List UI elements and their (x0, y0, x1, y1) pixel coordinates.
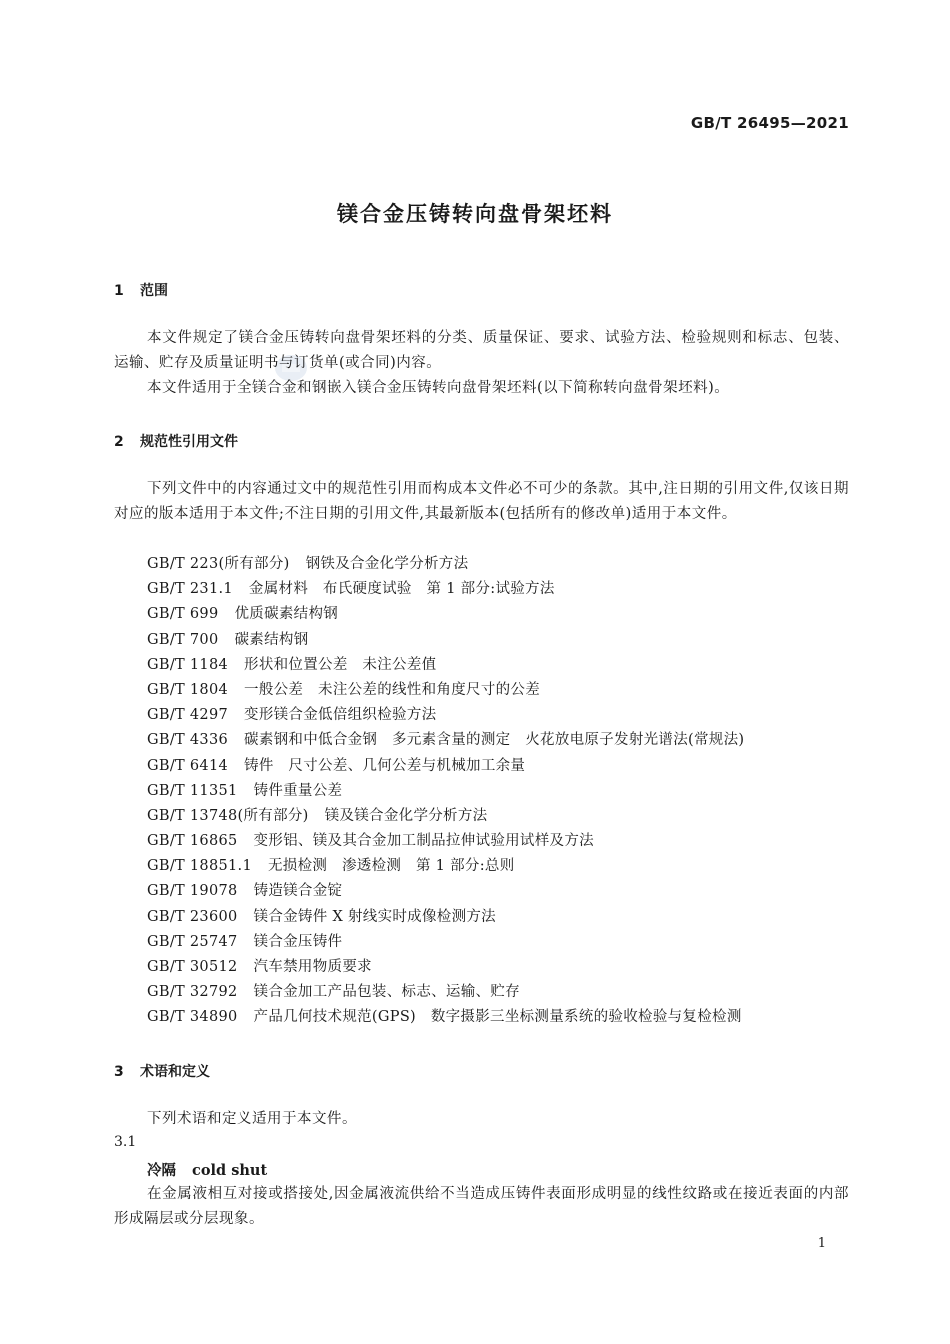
reference-title: 镁合金压铸件 (253, 933, 343, 950)
term-heading (147, 1159, 267, 1180)
reference-code: GB/T 223(所有部分) (147, 556, 290, 572)
reference-title: 镁合金加工产品包装、标志、运输、贮存 (253, 984, 520, 1001)
reference-code: GB/T 700 (147, 631, 219, 648)
reference-title: 碳素结构钢 (234, 631, 309, 648)
reference-title: 镁及镁合金化学分析方法 (324, 807, 488, 824)
reference-title: 镁合金铸件 X 射线实时成像检测方法 (253, 908, 496, 925)
reference-title: 铸件重量公差 (253, 782, 343, 799)
reference-title: 汽车禁用物质要求 (253, 959, 372, 975)
reference-code: GB/T 18851.1 (147, 858, 252, 875)
normative-references-list (147, 552, 849, 1031)
term-name-en: cold shut (192, 1162, 268, 1179)
reference-code: GB/T 1184 (147, 656, 229, 673)
reference-code: GB/T 11351 (147, 782, 238, 799)
term-definition: 在金属液相互对接或搭接处,因金属液流供给不当造成压铸件表面形成明显的线性纹路或在接近表面的内部形成隔层或分层现象。 (114, 1186, 849, 1227)
reference-item (147, 653, 849, 678)
reference-item (147, 754, 849, 779)
section-2-heading (114, 431, 238, 451)
reference-code: GB/T 4336 (147, 732, 229, 749)
terms-intro-paragraph: 下列术语和定义适用于本文件。 (147, 1111, 357, 1127)
reference-item (147, 829, 849, 854)
reference-item (147, 879, 849, 904)
reference-code: GB/T 34890 (147, 1009, 238, 1026)
reference-code: GB/T 4297 (147, 707, 229, 724)
reference-title: 金属材料 布氏硬度试验 第 1 部分:试验方法 (248, 581, 555, 598)
section-title: 规范性引用文件 (140, 434, 238, 450)
reference-code: GB/T 19078 (147, 883, 238, 900)
section-title: 术语和定义 (140, 1064, 210, 1080)
reference-item (147, 628, 849, 653)
reference-item (147, 602, 849, 627)
reference-code: GB/T 13748(所有部分) (147, 807, 309, 824)
reference-title: 变形镁合金低倍组织检验方法 (244, 707, 437, 724)
reference-item (147, 728, 849, 753)
term-number: 3.1 (114, 1134, 137, 1150)
reference-title: 产品几何技术规范(GPS) 数字摄影三坐标测量系统的验收检验与复检检测 (253, 1009, 742, 1026)
reference-title: 铸造镁合金锭 (253, 883, 343, 900)
reference-title: 钢铁及合金化学分析方法 (305, 556, 469, 572)
reference-code: GB/T 25747 (147, 933, 238, 950)
scope-paragraph-2: 本文件适用于全镁合金和钢嵌入镁合金压铸转向盘骨架坯料(以下简称转向盘骨架坯料)。 (147, 380, 730, 396)
reference-title: 一般公差 未注公差的线性和角度尺寸的公差 (244, 681, 541, 698)
reference-item (147, 577, 849, 602)
reference-item (147, 779, 849, 804)
section-number: 2 (114, 434, 124, 450)
standard-code: GB/T 26495—2021 (690, 114, 849, 132)
reference-code: GB/T 16865 (147, 833, 238, 850)
reference-item (147, 1005, 849, 1030)
reference-title: 铸件 尺寸公差、几何公差与机械加工余量 (244, 757, 526, 774)
reference-item (147, 955, 849, 980)
document-title: 镁合金压铸转向盘骨架坯料 (337, 202, 613, 226)
reference-item (147, 980, 849, 1005)
scope-paragraph-1: 本文件规定了镁合金压铸转向盘骨架坯料的分类、质量保证、要求、试验方法、检验规则和标志、包装、运输、贮存及质量证明书与订货单(或合同)内容。 (114, 330, 849, 371)
section-number: 3 (114, 1064, 124, 1080)
reference-code: GB/T 699 (147, 606, 219, 623)
reference-item (147, 905, 849, 930)
reference-code: GB/T 30512 (147, 959, 238, 975)
reference-title: 碳素钢和中低合金钢 多元素含量的测定 火花放电原子发射光谱法(常规法) (244, 732, 745, 749)
section-title: 范围 (140, 283, 168, 299)
reference-title: 变形铝、镁及其合金加工制品拉伸试验用试样及方法 (253, 833, 594, 850)
reference-item (147, 804, 849, 829)
page-number: 1 (817, 1236, 826, 1251)
reference-code: GB/T 6414 (147, 757, 229, 774)
reference-item (147, 678, 849, 703)
reference-item (147, 703, 849, 728)
reference-code: GB/T 1804 (147, 681, 229, 698)
reference-title: 形状和位置公差 未注公差值 (244, 656, 437, 673)
reference-item (147, 930, 849, 955)
references-intro-paragraph: 下列文件中的内容通过文中的规范性引用而构成本文件必不可少的条款。其中,注日期的引用文件,仅该日期对应的版本适用于本文件;不注日期的引用文件,其最新版本(包括所有的修改单)适用于本文件。 (114, 481, 849, 522)
reference-item (147, 854, 849, 879)
section-1-heading (114, 280, 168, 300)
reference-title: 优质碳素结构钢 (234, 606, 339, 623)
reference-code: GB/T 23600 (147, 908, 238, 925)
reference-title: 无损检测 渗透检测 第 1 部分:总则 (267, 858, 515, 875)
reference-code: GB/T 32792 (147, 984, 238, 1001)
section-3-heading (114, 1061, 210, 1081)
term-name-zh: 冷隔 (147, 1162, 176, 1179)
reference-code: GB/T 231.1 (147, 581, 233, 598)
reference-item (147, 552, 849, 577)
section-number: 1 (114, 283, 124, 299)
